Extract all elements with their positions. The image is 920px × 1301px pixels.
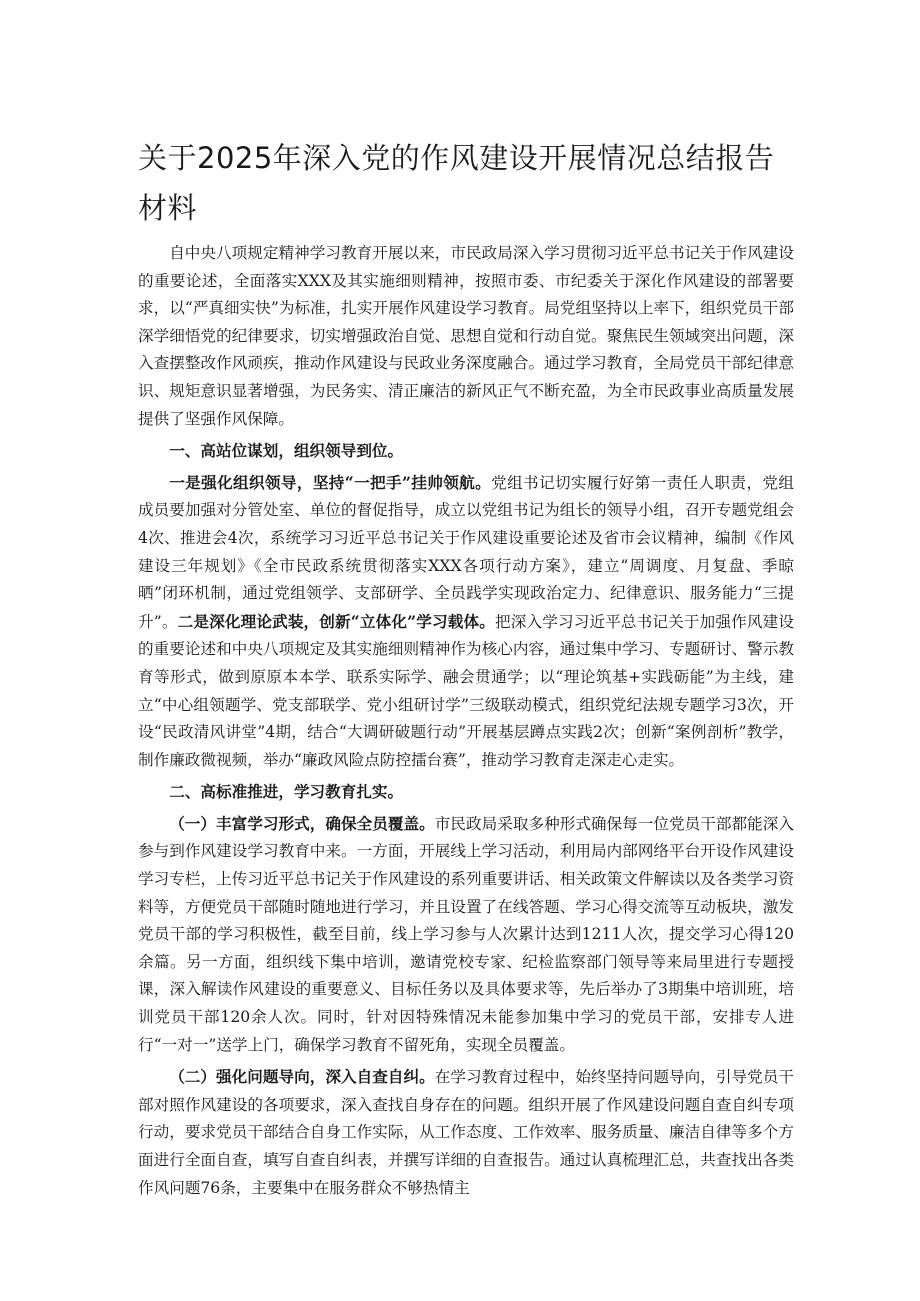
section-1-paragraph <box>138 469 794 775</box>
section-1-lead-2: 二是深化理论武装，创新“立体化”学习载体。 <box>177 611 495 631</box>
section-1-heading: 一、高站位谋划，组织领导到位。 <box>169 441 404 461</box>
section-2-sub-1-paragraph <box>138 810 794 1059</box>
document-title: 关于2025年深入党的作风建设开展情况总结报告材料 <box>138 141 775 225</box>
intro-paragraph: 自中央八项规定精神学习教育开展以来，市民政局深入学习贯彻习近平总书记关于作风建设的重要论述，全面落实XXX及其实施细则精神，按照市委、市纪委关于深化作风建设的部署要求，以“严真细实快”为标准，扎实开展作风建设学习教育。局党组坚持以上率下，组织党员干部深学细悟党的纪律要求，切实增强政治自觉、思想自觉和行动自觉。聚焦民生领域突出问题，深入查摆整改作风顽疾，推动作风建设与民政业务深度融合。通过学习教育，全局党员干部纪律意识、规矩意识显著增强，为民务实、清正廉洁的新风正气不断充盈，为全市民政事业高质量发展提供了坚强作风保障。 <box>138 244 794 428</box>
document-body <box>138 240 794 1202</box>
section-2-sub-2-paragraph <box>138 1063 794 1202</box>
section-1-lead-1: 一是强化组织领导，坚持“一把手”挂帅领航。 <box>169 472 492 492</box>
section-2-heading: 二、高标准推进，学习教育扎实。 <box>169 782 404 802</box>
section-2-sub-1-lead: （一）丰富学习形式，确保全员覆盖。 <box>169 813 435 833</box>
section-1-text-2: 把深入学习习近平总书记关于加强作风建设的重要论述和中央八项规定及其实施细则精神作为核心内容，通过集中学习、专题研讨、警示教育等形式，做到原原本本学、联系实际学、融会贯通学；以“理论筑基+实践砺能”为主线，建立“中心组领题学、党支部联学、党小组研讨学”三级联动模式，组织党纪法规专题学习3次，开设“民政清风讲堂”4期，结合“大调研破题行动”开展基层蹲点实践2次；创新“案例剖析”教学，制作廉政微视频，举办“廉政风险点防控擂台赛”，推动学习教育走深走心走实。 <box>138 612 794 769</box>
section-2-sub-2-text: 在学习教育过程中，始终坚持问题导向，引导党员干部对照作风建设的各项要求，深入查找自身存在的问题。组织开展了作风建设问题自查自纠专项行动，要求党员干部结合自身工作实际，从工作态度、工作效率、服务质量、廉洁自律等多个方面进行全面自查，填写自查自纠表，并撰写详细的自查报告。通过认真梳理汇总，共查找出各类作风问题76条，主要集中在服务群众不够热情主 <box>138 1068 794 1197</box>
section-2-sub-1-text: 市民政局采取多种形式确保每一位党员干部都能深入参与到作风建设学习教育中来。一方面，开展线上学习活动，利用局内部网络平台开设作风建设学习专栏，上传习近平总书记关于作风建设的系列重要讲话、相关政策文件解读以及各类学习资料等，方便党员干部随时随地进行学习，并且设置了在线答题、学习心得交流等互动板块，激发党员干部的学习积极性，截至目前，线上学习参与人次累计达到1211人次，提交学习心得120余篇。另一方面，组织线下集中培训，邀请党校专家、纪检监察部门领导等来局里进行专题授课，深入解读作风建设的重要意义、目标任务以及具体要求等，先后举办了3期集中培训班，培训党员干部120余人次。同时，针对因特殊情况未能参加集中学习的党员干部，安排专人进行“一对一”送学上门，确保学习教育不留死角，实现全员覆盖。 <box>138 814 794 1054</box>
section-1-text-1: 党组书记切实履行好第一责任人职责，党组成员要加强对分管处室、单位的督促指导，成立以党组书记为组长的领导小组，召开专题党组会4次、推进会4次，系统学习习近平总书记关于作风建设重要论述及省市会议精神，编制《作风建设三年规划》《全市民政系统贯彻落实XXX各项行动方案》，建立“周调度、月复盘、季晾晒”闭环机制，通过党组领学、支部研学、全员践学实现政治定力、纪律意识、服务能力“三提升”。 <box>138 473 794 631</box>
section-2-sub-2-lead: （二）强化问题导向，深入自查自纠。 <box>169 1067 435 1087</box>
